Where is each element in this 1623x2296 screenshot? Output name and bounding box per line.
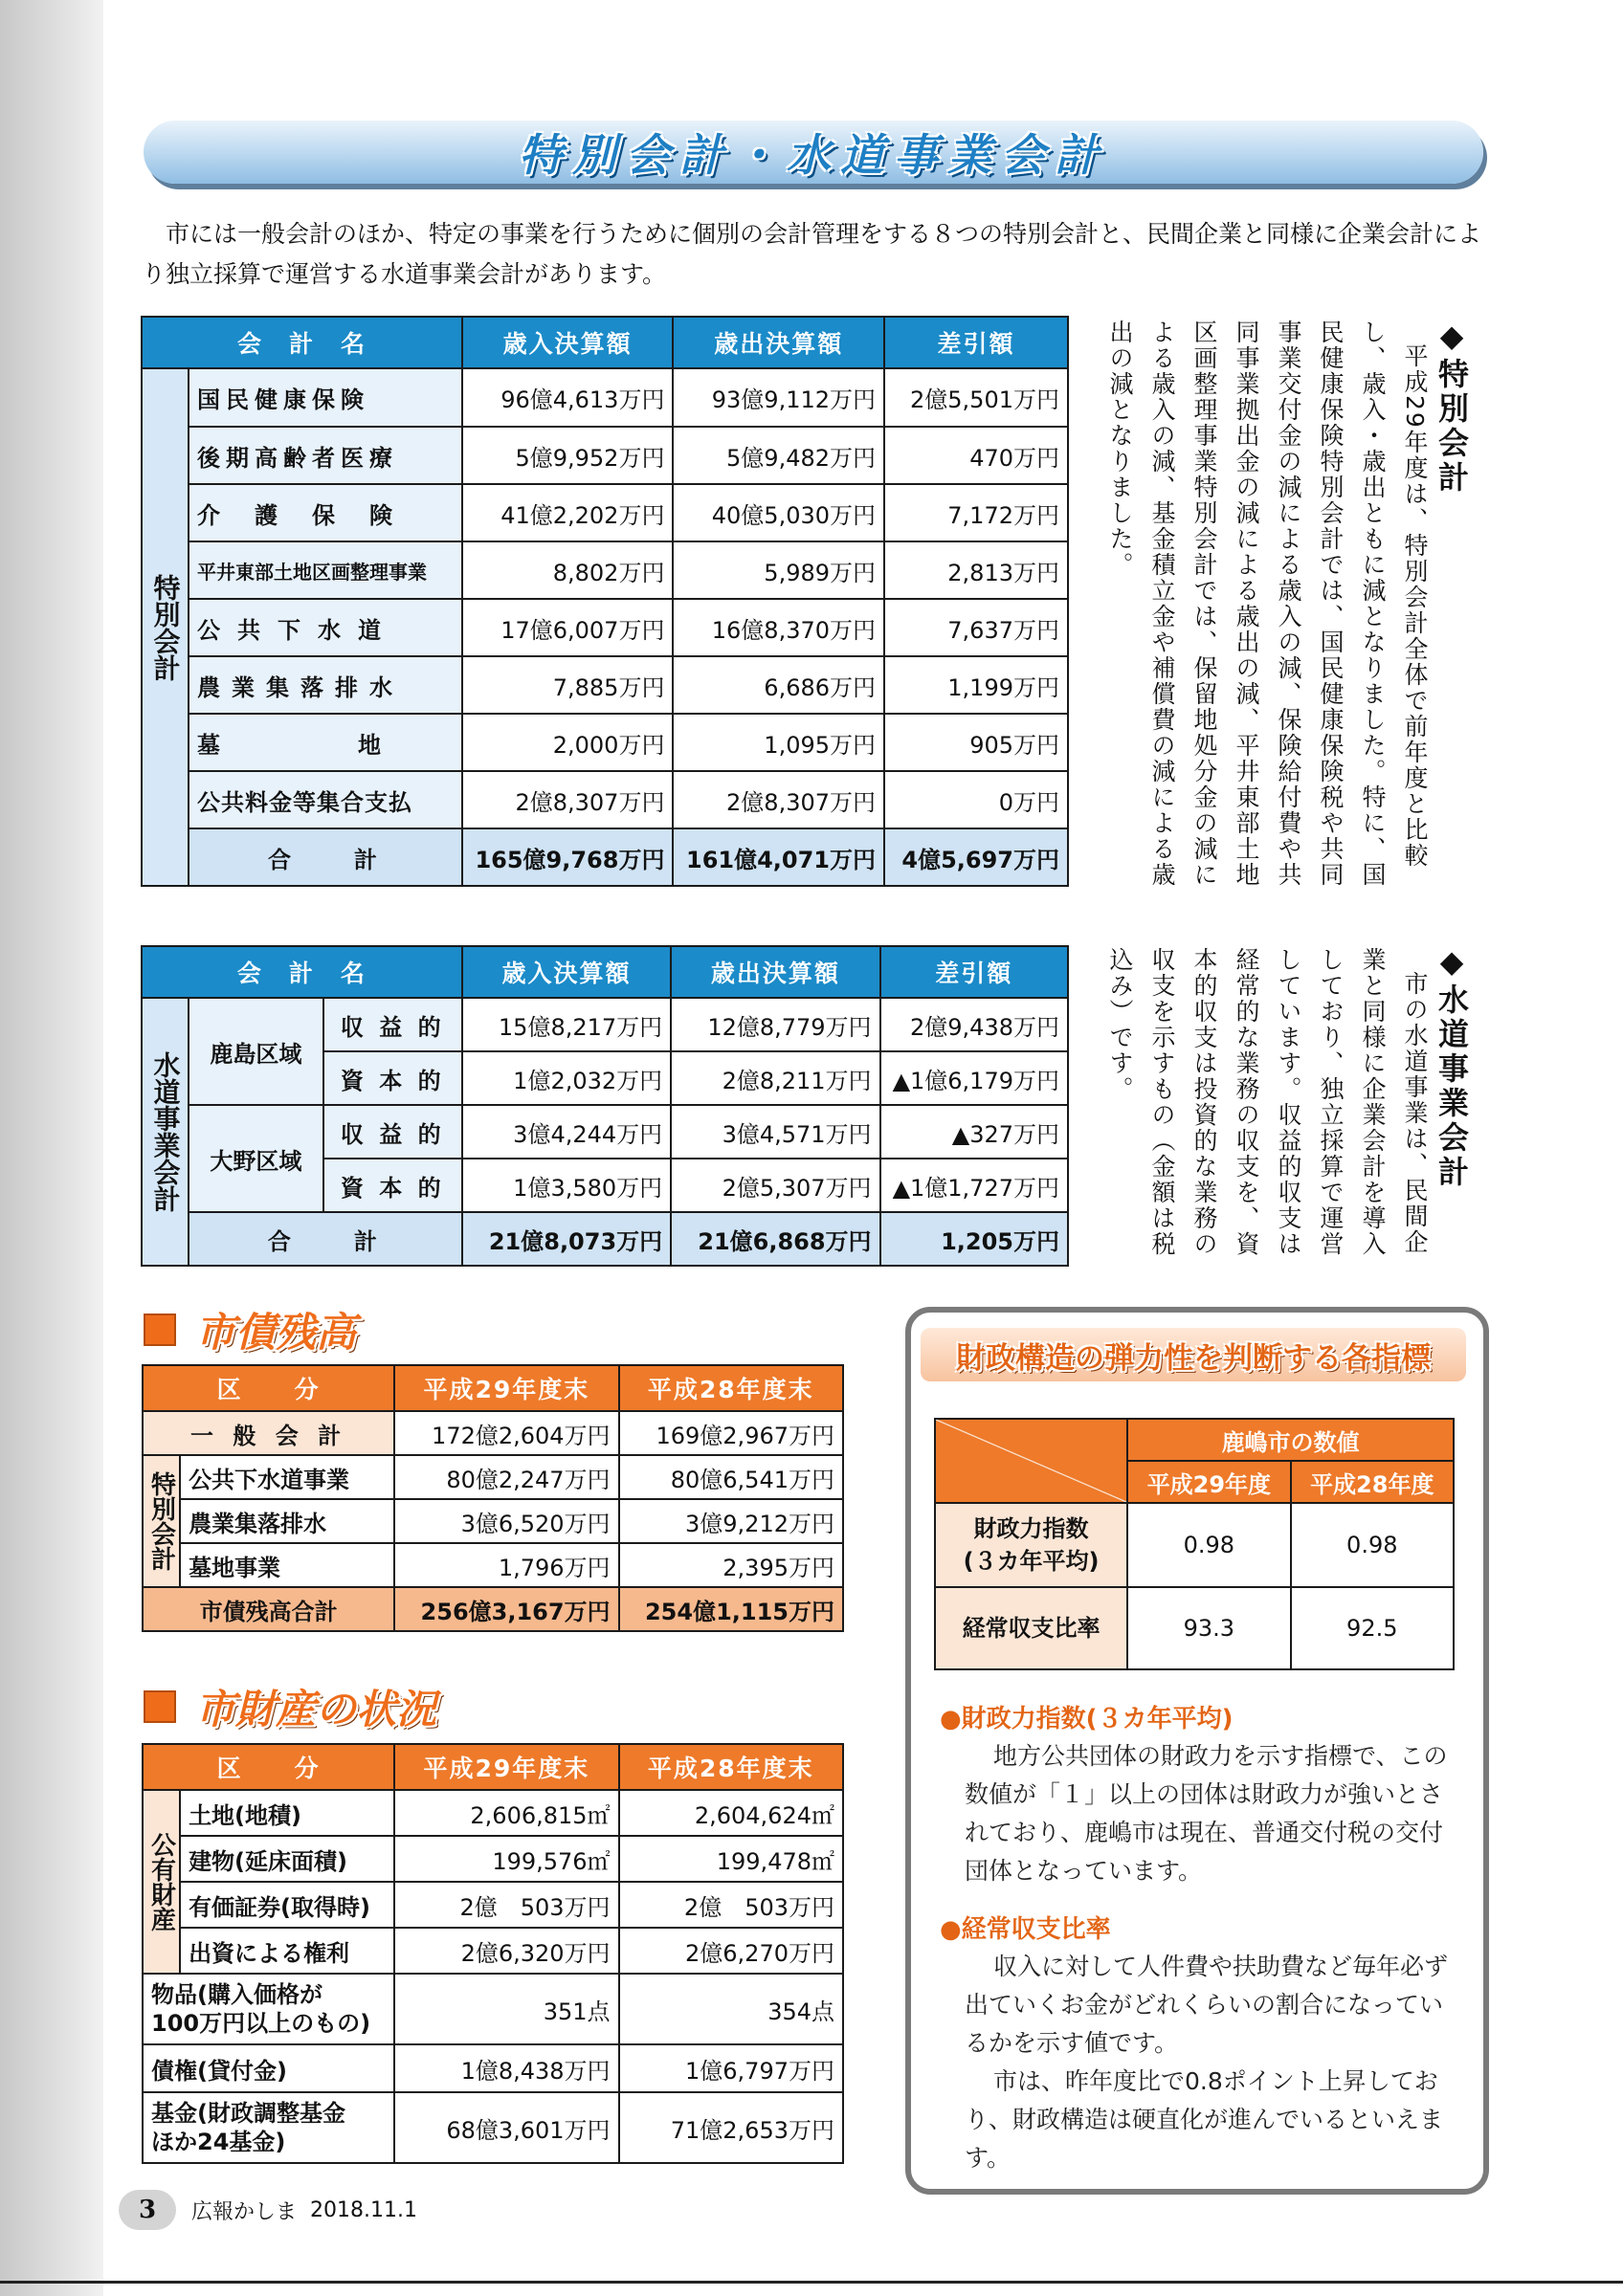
- table-row-label: 後期高齢者医療: [189, 427, 462, 484]
- table-total-label: 合 計: [189, 1212, 462, 1266]
- table-cell: 93億9,112万円: [673, 368, 884, 427]
- table-row-label: 平井東部土地区画整理事業: [189, 541, 462, 599]
- table-cell: 93.3: [1127, 1587, 1290, 1669]
- assets-table: [142, 1743, 844, 2164]
- table-cell: 41億2,202万円: [462, 484, 674, 541]
- table-cell: 5億9,482万円: [673, 427, 884, 484]
- table-cell: 470万円: [884, 427, 1068, 484]
- col-header-fy28: 平成28年度末: [619, 1744, 843, 1790]
- table-total-cell: 1,205万円: [880, 1212, 1068, 1266]
- table-total-label: 合 計: [189, 828, 462, 886]
- table-cell: 2億 503万円: [619, 1882, 843, 1928]
- table-cell: 6,686万円: [673, 656, 884, 714]
- table-cell: 1億3,580万円: [462, 1159, 671, 1212]
- recurring-ratio-heading: ●経常収支比率: [940, 1915, 1111, 1944]
- table-cell: 2,606,815㎡: [394, 1790, 618, 1836]
- table-row-label: 公共下水道: [189, 599, 462, 656]
- row-label-line: (３カ年平均): [963, 1548, 1100, 1575]
- table-cell: 351点: [394, 1974, 618, 2044]
- col-header-fy29: 平成29年度末: [394, 1365, 618, 1411]
- table-row-label: 出資による権利: [180, 1928, 394, 1974]
- table-cell: 1,796万円: [394, 1543, 618, 1587]
- table-row-label: 土地(地積): [180, 1790, 394, 1836]
- water-section-text: 市の水道事業は、民間企業と同様に企業会計を導入しており、独立採算で運営しています。収益的収支は経常的な業務の収支を、資本的収支は投資的な業務の収支を示すもの（金額は税込み）です。: [1106, 947, 1429, 1257]
- table-cell: 12億8,779万円: [671, 998, 879, 1051]
- water-section-heading: ◆水道事業会計: [1434, 943, 1470, 1190]
- indicators-group-header: 鹿嶋市の数値: [1127, 1419, 1454, 1461]
- table-cell: 80億6,541万円: [619, 1455, 843, 1499]
- table-cell: 199,576㎡: [394, 1836, 618, 1882]
- table-row-label: [143, 2092, 394, 2163]
- table-cell: 905万円: [884, 714, 1068, 771]
- table-cell: 15億8,217万円: [462, 998, 671, 1051]
- special-section-heading: ◆特別会計: [1434, 318, 1470, 496]
- assets-title: 市財産の状況: [195, 1686, 437, 1733]
- table-cell: 0.98: [1127, 1503, 1290, 1587]
- table-cell: 1,199万円: [884, 656, 1068, 714]
- debt-section-heading: [144, 1301, 356, 1358]
- table-cell: 92.5: [1291, 1587, 1454, 1669]
- row-label-line: 100万円以上のもの): [151, 2010, 371, 2037]
- table-row-label: 公共料金等集合支払: [189, 771, 462, 828]
- table-cell: 3億6,520万円: [394, 1499, 618, 1543]
- table-cell: 2億8,307万円: [673, 771, 884, 828]
- page-margin-band: [0, 0, 103, 2296]
- table-total-cell: 165億9,768万円: [462, 828, 674, 886]
- table-cell: 40億5,030万円: [673, 484, 884, 541]
- table-cell: ▲1億1,727万円: [880, 1159, 1068, 1212]
- row-label-line: 基金(財政調整基金: [151, 2100, 345, 2127]
- publication-date: 2018.11.1: [310, 2197, 417, 2222]
- indicators-title: 財政構造の弾力性を判断する各指標: [956, 1340, 1431, 1376]
- table-cell: 199,478㎡: [619, 1836, 843, 1882]
- col-header-fy29: 平成29年度末: [394, 1744, 618, 1790]
- table-cell: 2億8,211万円: [671, 1051, 879, 1105]
- table-cell: 2億6,320万円: [394, 1928, 618, 1974]
- bottom-rule: [0, 2281, 1623, 2284]
- table-cell: 169億2,967万円: [619, 1411, 843, 1455]
- table-total-cell: 161億4,071万円: [673, 828, 884, 886]
- table-cell: 7,172万円: [884, 484, 1068, 541]
- diagonal-header-cell: [935, 1419, 1127, 1503]
- table-row-label: 農業集落排水: [180, 1499, 394, 1543]
- table-cell: 7,637万円: [884, 599, 1068, 656]
- page-title: 特別会計・水道事業会計: [519, 129, 1108, 181]
- table-row-label: 墓 地: [189, 714, 462, 771]
- table-cell: 2億8,307万円: [462, 771, 674, 828]
- col-header-category: 区 分: [143, 1365, 394, 1411]
- table-cell: 2億6,270万円: [619, 1928, 843, 1974]
- table-cell: 3億4,571万円: [671, 1105, 879, 1159]
- indicators-title-banner: [921, 1328, 1466, 1381]
- table-row-label: 収 益 的: [323, 998, 462, 1051]
- intro-text: 市には一般会計のほか、特定の事業を行うために個別の会計管理をする８つの特別会計と、民間企業と同様に企業会計により独立採算で運営する水道事業会計があります。: [142, 220, 1482, 288]
- col-header-name: 会 計 名: [142, 317, 462, 368]
- special-section-text: 平成29年度は、特別会計全体で前年度と比較し、歳入・歳出ともに減となりました。特に、国民健康保険特別会計では、国民健康保険税や共同事業交付金の減による歳入の減、保険給付費や共同事業拠出金の減による歳出の減、平井東部土地区画整理事業特別会計では、保留地処分金の減による歳入の減、基金積立金や補償費の減による歳出の減となりました。: [1106, 320, 1429, 888]
- fiscal-strength-text: 地方公共団体の財政力を示す指標で、この数値が「１」以上の団体は財政力が強いとされており、鹿嶋市は現在、普通交付税の交付団体となっています。: [965, 1742, 1448, 1885]
- assets-category-label: 公有財産: [143, 1790, 180, 1974]
- table-cell: 2,813万円: [884, 541, 1068, 599]
- table-cell: 0.98: [1291, 1503, 1454, 1587]
- page-number: 3: [119, 2190, 176, 2230]
- row-label-line: 物品(購入価格が: [151, 1981, 322, 2008]
- col-header-diff: 差引額: [880, 946, 1068, 998]
- water-accounts-table: [141, 945, 1069, 1267]
- region-label: 大野区域: [189, 1105, 323, 1212]
- table-total-cell: 4億5,697万円: [884, 828, 1068, 886]
- table-total-label: 市債残高合計: [143, 1587, 394, 1631]
- row-label-line: 財政力指数: [973, 1515, 1089, 1542]
- table-cell: 2億9,438万円: [880, 998, 1068, 1051]
- indicators-table: [934, 1418, 1455, 1670]
- table-cell: 1億6,797万円: [619, 2044, 843, 2092]
- table-cell: 1億8,438万円: [394, 2044, 618, 2092]
- indicators-panel: [905, 1307, 1489, 2195]
- recurring-ratio-text: 収入に対して人件費や扶助費など毎年必ず出ていくお金がどれくらいの割合になっているかを示す値です。: [965, 1953, 1449, 2057]
- special-category-label: 特別会計: [142, 368, 189, 886]
- table-cell: 2億 503万円: [394, 1882, 618, 1928]
- col-header-revenue: 歳入決算額: [462, 946, 671, 998]
- publication-name: 広報かしま: [191, 2199, 298, 2224]
- table-total-cell: 256億3,167万円: [394, 1587, 618, 1631]
- col-header-fy29: 平成29年度: [1127, 1461, 1290, 1503]
- table-cell: 1億2,032万円: [462, 1051, 671, 1105]
- table-total-cell: 254億1,115万円: [619, 1587, 843, 1631]
- table-cell: 5,989万円: [673, 541, 884, 599]
- table-row-label: [143, 1974, 394, 2044]
- col-header-diff: 差引額: [884, 317, 1068, 368]
- table-cell: 71億2,653万円: [619, 2092, 843, 2163]
- table-cell: 16億8,370万円: [673, 599, 884, 656]
- table-cell: ▲327万円: [880, 1105, 1068, 1159]
- water-category-label: 水道事業会計: [142, 998, 189, 1266]
- recurring-ratio-text-2: 市は、昨年度比で0.8ポイント上昇しており、財政構造は硬直化が進んでいるといえます。: [965, 2067, 1444, 2172]
- debt-title: 市債残高: [195, 1309, 357, 1356]
- table-row-label: 公共下水道事業: [180, 1455, 394, 1499]
- table-cell: 2,000万円: [462, 714, 674, 771]
- table-cell: 2,395万円: [619, 1543, 843, 1587]
- table-cell: 2億5,307万円: [671, 1159, 879, 1212]
- fiscal-strength-heading: ●財政力指数(３カ年平均): [940, 1705, 1234, 1733]
- table-total-cell: 21億8,073万円: [462, 1212, 671, 1266]
- table-cell: 17億6,007万円: [462, 599, 674, 656]
- table-cell: 3億4,244万円: [462, 1105, 671, 1159]
- col-header-expense: 歳出決算額: [671, 946, 879, 998]
- table-cell: 2,604,624㎡: [619, 1790, 843, 1836]
- region-label: 鹿島区域: [189, 998, 323, 1105]
- table-cell: 1,095万円: [673, 714, 884, 771]
- col-header-fy28: 平成28年度: [1291, 1461, 1454, 1503]
- table-cell: 354点: [619, 1974, 843, 2044]
- table-row-label: 国民健康保険: [189, 368, 462, 427]
- table-row-label: 介 護 保 険: [189, 484, 462, 541]
- table-cell: 3億9,212万円: [619, 1499, 843, 1543]
- debt-table: [142, 1364, 844, 1632]
- table-total-cell: 21億6,868万円: [671, 1212, 879, 1266]
- table-row-label: 収 益 的: [323, 1105, 462, 1159]
- table-cell: 0万円: [884, 771, 1068, 828]
- col-header-category: 区 分: [143, 1744, 394, 1790]
- assets-section-heading: [144, 1678, 436, 1735]
- row-label-line: ほか24基金): [151, 2129, 286, 2155]
- orange-square-icon: [144, 1690, 176, 1723]
- table-row-label: 有価証券(取得時): [180, 1882, 394, 1928]
- table-cell: 172億2,604万円: [394, 1411, 618, 1455]
- table-cell: 8,802万円: [462, 541, 674, 599]
- table-row-label: 建物(延床面積): [180, 1836, 394, 1882]
- table-cell: 7,885万円: [462, 656, 674, 714]
- orange-square-icon: [144, 1314, 176, 1346]
- table-cell: 68億3,601万円: [394, 2092, 618, 2163]
- page-title-banner: [144, 121, 1483, 184]
- col-header-name: 会 計 名: [142, 946, 462, 998]
- page-footer: [119, 2188, 417, 2232]
- table-cell: 2億5,501万円: [884, 368, 1068, 427]
- table-row-label: 墓地事業: [180, 1543, 394, 1587]
- table-cell: 80億2,247万円: [394, 1455, 618, 1499]
- table-row-label: 農業集落排水: [189, 656, 462, 714]
- table-row-label: 経常収支比率: [935, 1587, 1127, 1669]
- table-row-label: 資 本 的: [323, 1051, 462, 1105]
- col-header-revenue: 歳入決算額: [462, 317, 674, 368]
- table-cell: ▲1億6,179万円: [880, 1051, 1068, 1105]
- table-row-label: [935, 1503, 1127, 1587]
- col-header-expense: 歳出決算額: [673, 317, 884, 368]
- special-accounts-table: [141, 316, 1069, 887]
- table-row-label: 資 本 的: [323, 1159, 462, 1212]
- col-header-fy28: 平成28年度末: [619, 1365, 843, 1411]
- table-row-label: 一 般 会 計: [143, 1411, 394, 1455]
- debt-category-label: 特別会計: [143, 1455, 180, 1587]
- table-cell: 96億4,613万円: [462, 368, 674, 427]
- table-cell: 5億9,952万円: [462, 427, 674, 484]
- table-row-label: 債権(貸付金): [143, 2044, 394, 2092]
